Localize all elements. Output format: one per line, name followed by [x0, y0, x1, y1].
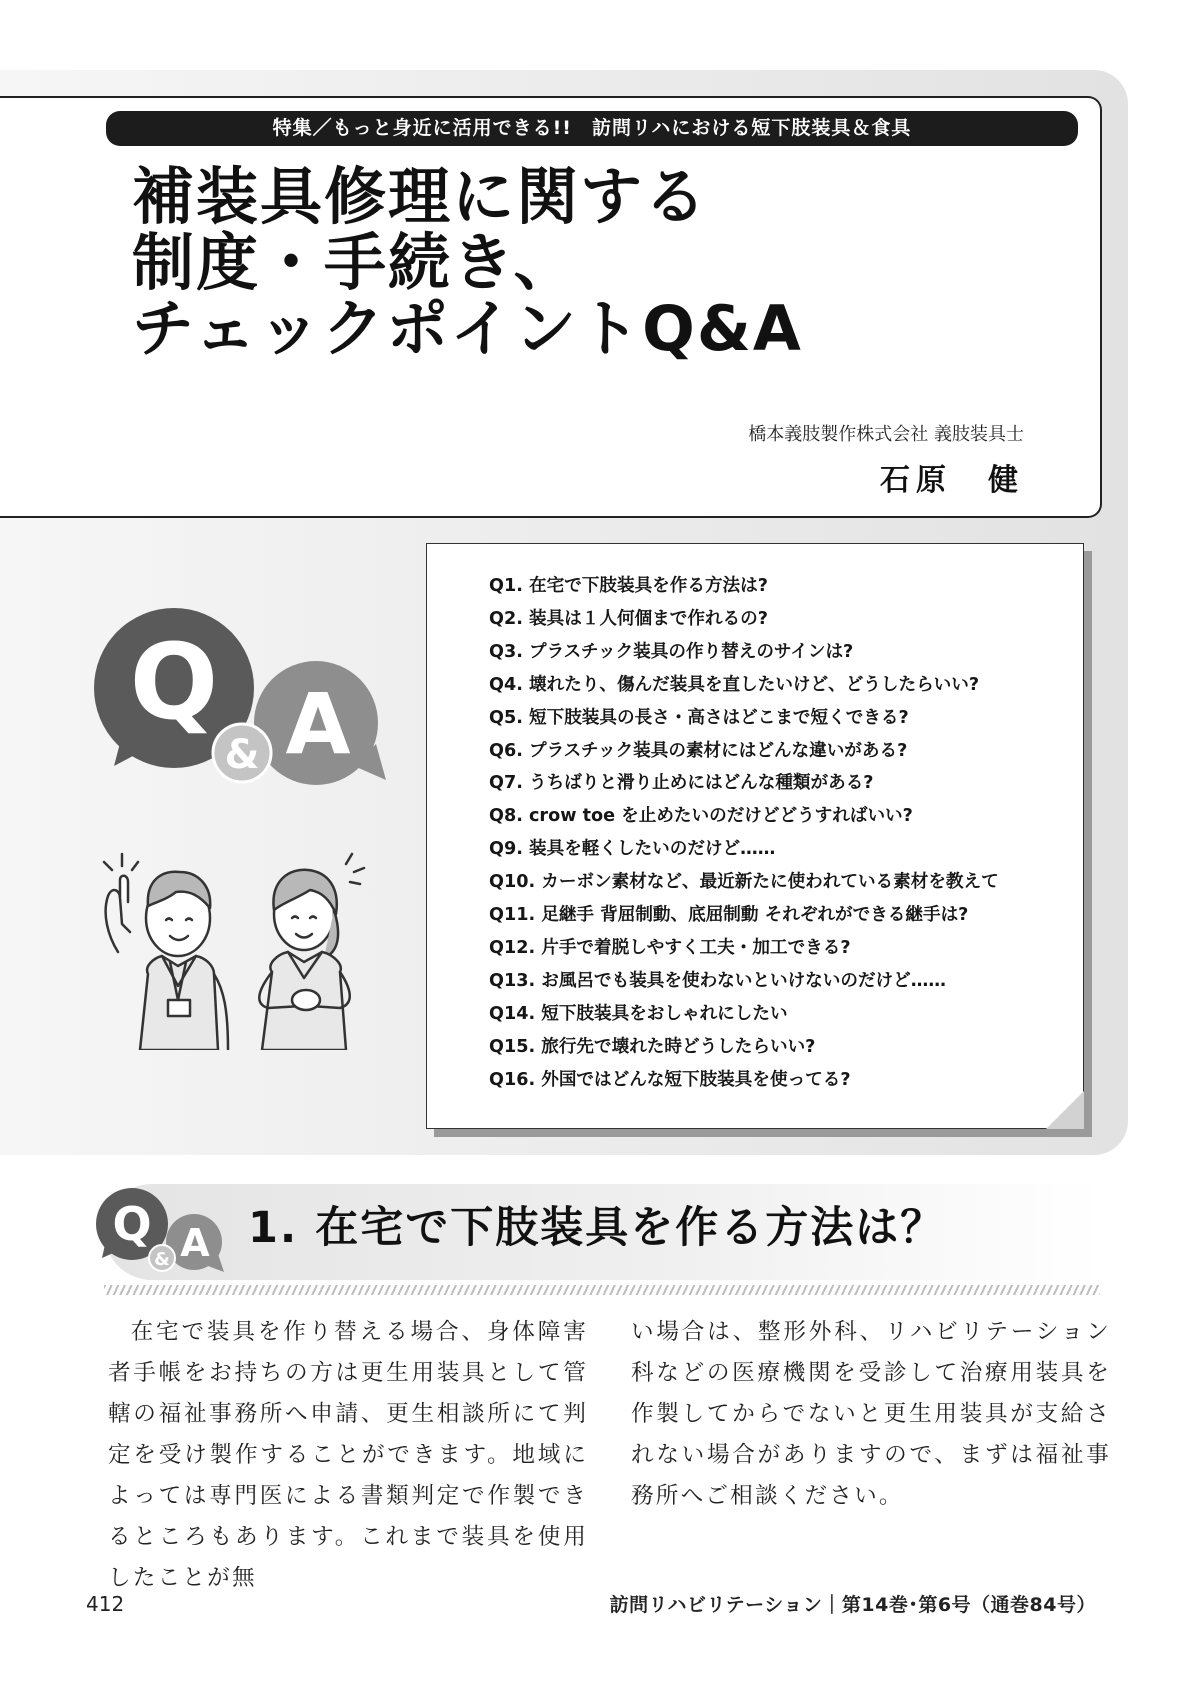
amp-symbol: & — [224, 732, 260, 778]
question-item: Q16. 外国ではどんな短下肢装具を使ってる? — [489, 1069, 851, 1090]
question-item: Q7. うちばりと滑り止めにはどんな種類がある? — [489, 773, 874, 794]
question-item: Q11. 足継手 背屈制動、底屈制動 それぞれができる継手は? — [489, 905, 969, 926]
body-column-right — [631, 1312, 1111, 1517]
author-name: 石原 健 — [880, 463, 1024, 498]
question-item: Q14. 短下肢装具をおしゃれにしたい — [489, 1003, 788, 1024]
question-item: Q3. プラスチック装具の作り替えのサインは? — [489, 641, 854, 662]
a-letter: A — [285, 675, 351, 773]
question-item: Q5. 短下肢装具の長さ・高さはどこまで短くできる? — [489, 707, 909, 728]
q-letter: Q — [112, 1197, 152, 1251]
title-line-2: 制度・手続き、 — [132, 226, 578, 299]
question-item: Q9. 装具を軽くしたいのだけど…… — [489, 839, 776, 860]
page-curl-corner — [1046, 1091, 1084, 1129]
body-column-left — [108, 1312, 588, 1599]
qa-logo-icon — [86, 598, 406, 798]
question-item: Q8. crow toe を止めたいのだけどどうすればいい? — [489, 806, 913, 827]
article-title — [132, 160, 803, 365]
a-letter: A — [180, 1221, 210, 1265]
body-paragraph: 在宅で装具を作り替える場合、身体障害者手帳をお持ちの方は更生用装具として管轄の福祉事務所へ申請、更生相談所にて判定を受け製作することができます。地域によっては専門医による書類判定で作製できるところもあります。これまで装具を使用したことが無 — [108, 1319, 588, 1591]
question-item: Q4. 壊れたり、傷んだ装具を直したいけど、どうしたらいい? — [489, 674, 980, 695]
question-item: Q15. 旅行先で壊れた時どうしたらいい? — [489, 1036, 816, 1057]
question-item: Q2. 装具は１人何個まで作れるの? — [489, 608, 768, 629]
title-line-1: 補装具修理に関する — [132, 160, 709, 233]
section-qa-icon — [92, 1180, 232, 1285]
amp-symbol: & — [154, 1249, 170, 1270]
dotted-divider — [104, 1285, 1100, 1295]
journal-info: 訪問リハビリテーション｜第14巻･第6号（通巻84号） — [609, 1594, 1096, 1616]
question-item: Q1. 在宅で下肢装具を作る方法は? — [489, 576, 768, 596]
series-label: 特集／もっと身近に活用できる!! 訪問リハにおける短下肢装具＆食具 — [106, 111, 1078, 146]
question-list — [489, 570, 999, 1097]
staff-illustration-icon — [78, 840, 388, 1050]
body-paragraph: い場合は、整形外科、リハビリテーション科などの医療機関を受診して治療用装具を作製してからでないと更生用装具が支給されない場合がありますので、まずは福祉事務所へご相談ください。 — [631, 1319, 1111, 1509]
question-item: Q12. 片手で着脱しやすく工夫・加工できる? — [489, 937, 851, 958]
section-title: 1. 在宅で下肢装具を作る方法は？ — [248, 1203, 946, 1253]
q-letter: Q — [129, 621, 219, 743]
page-number: 412 — [86, 1592, 125, 1616]
question-list-card — [426, 543, 1084, 1129]
question-item: Q13. お風呂でも装具を使わないといけないのだけど…… — [489, 970, 946, 991]
question-item: Q10. カーボン素材など、最近新たに使われている素材を教えて — [489, 872, 999, 893]
author-affiliation: 橋本義肢製作株式会社 義肢装具士 — [748, 424, 1024, 445]
question-item: Q6. プラスチック装具の素材にはどんな違いがある? — [489, 740, 908, 761]
title-line-3: チェックポイントQ&A — [132, 292, 803, 365]
